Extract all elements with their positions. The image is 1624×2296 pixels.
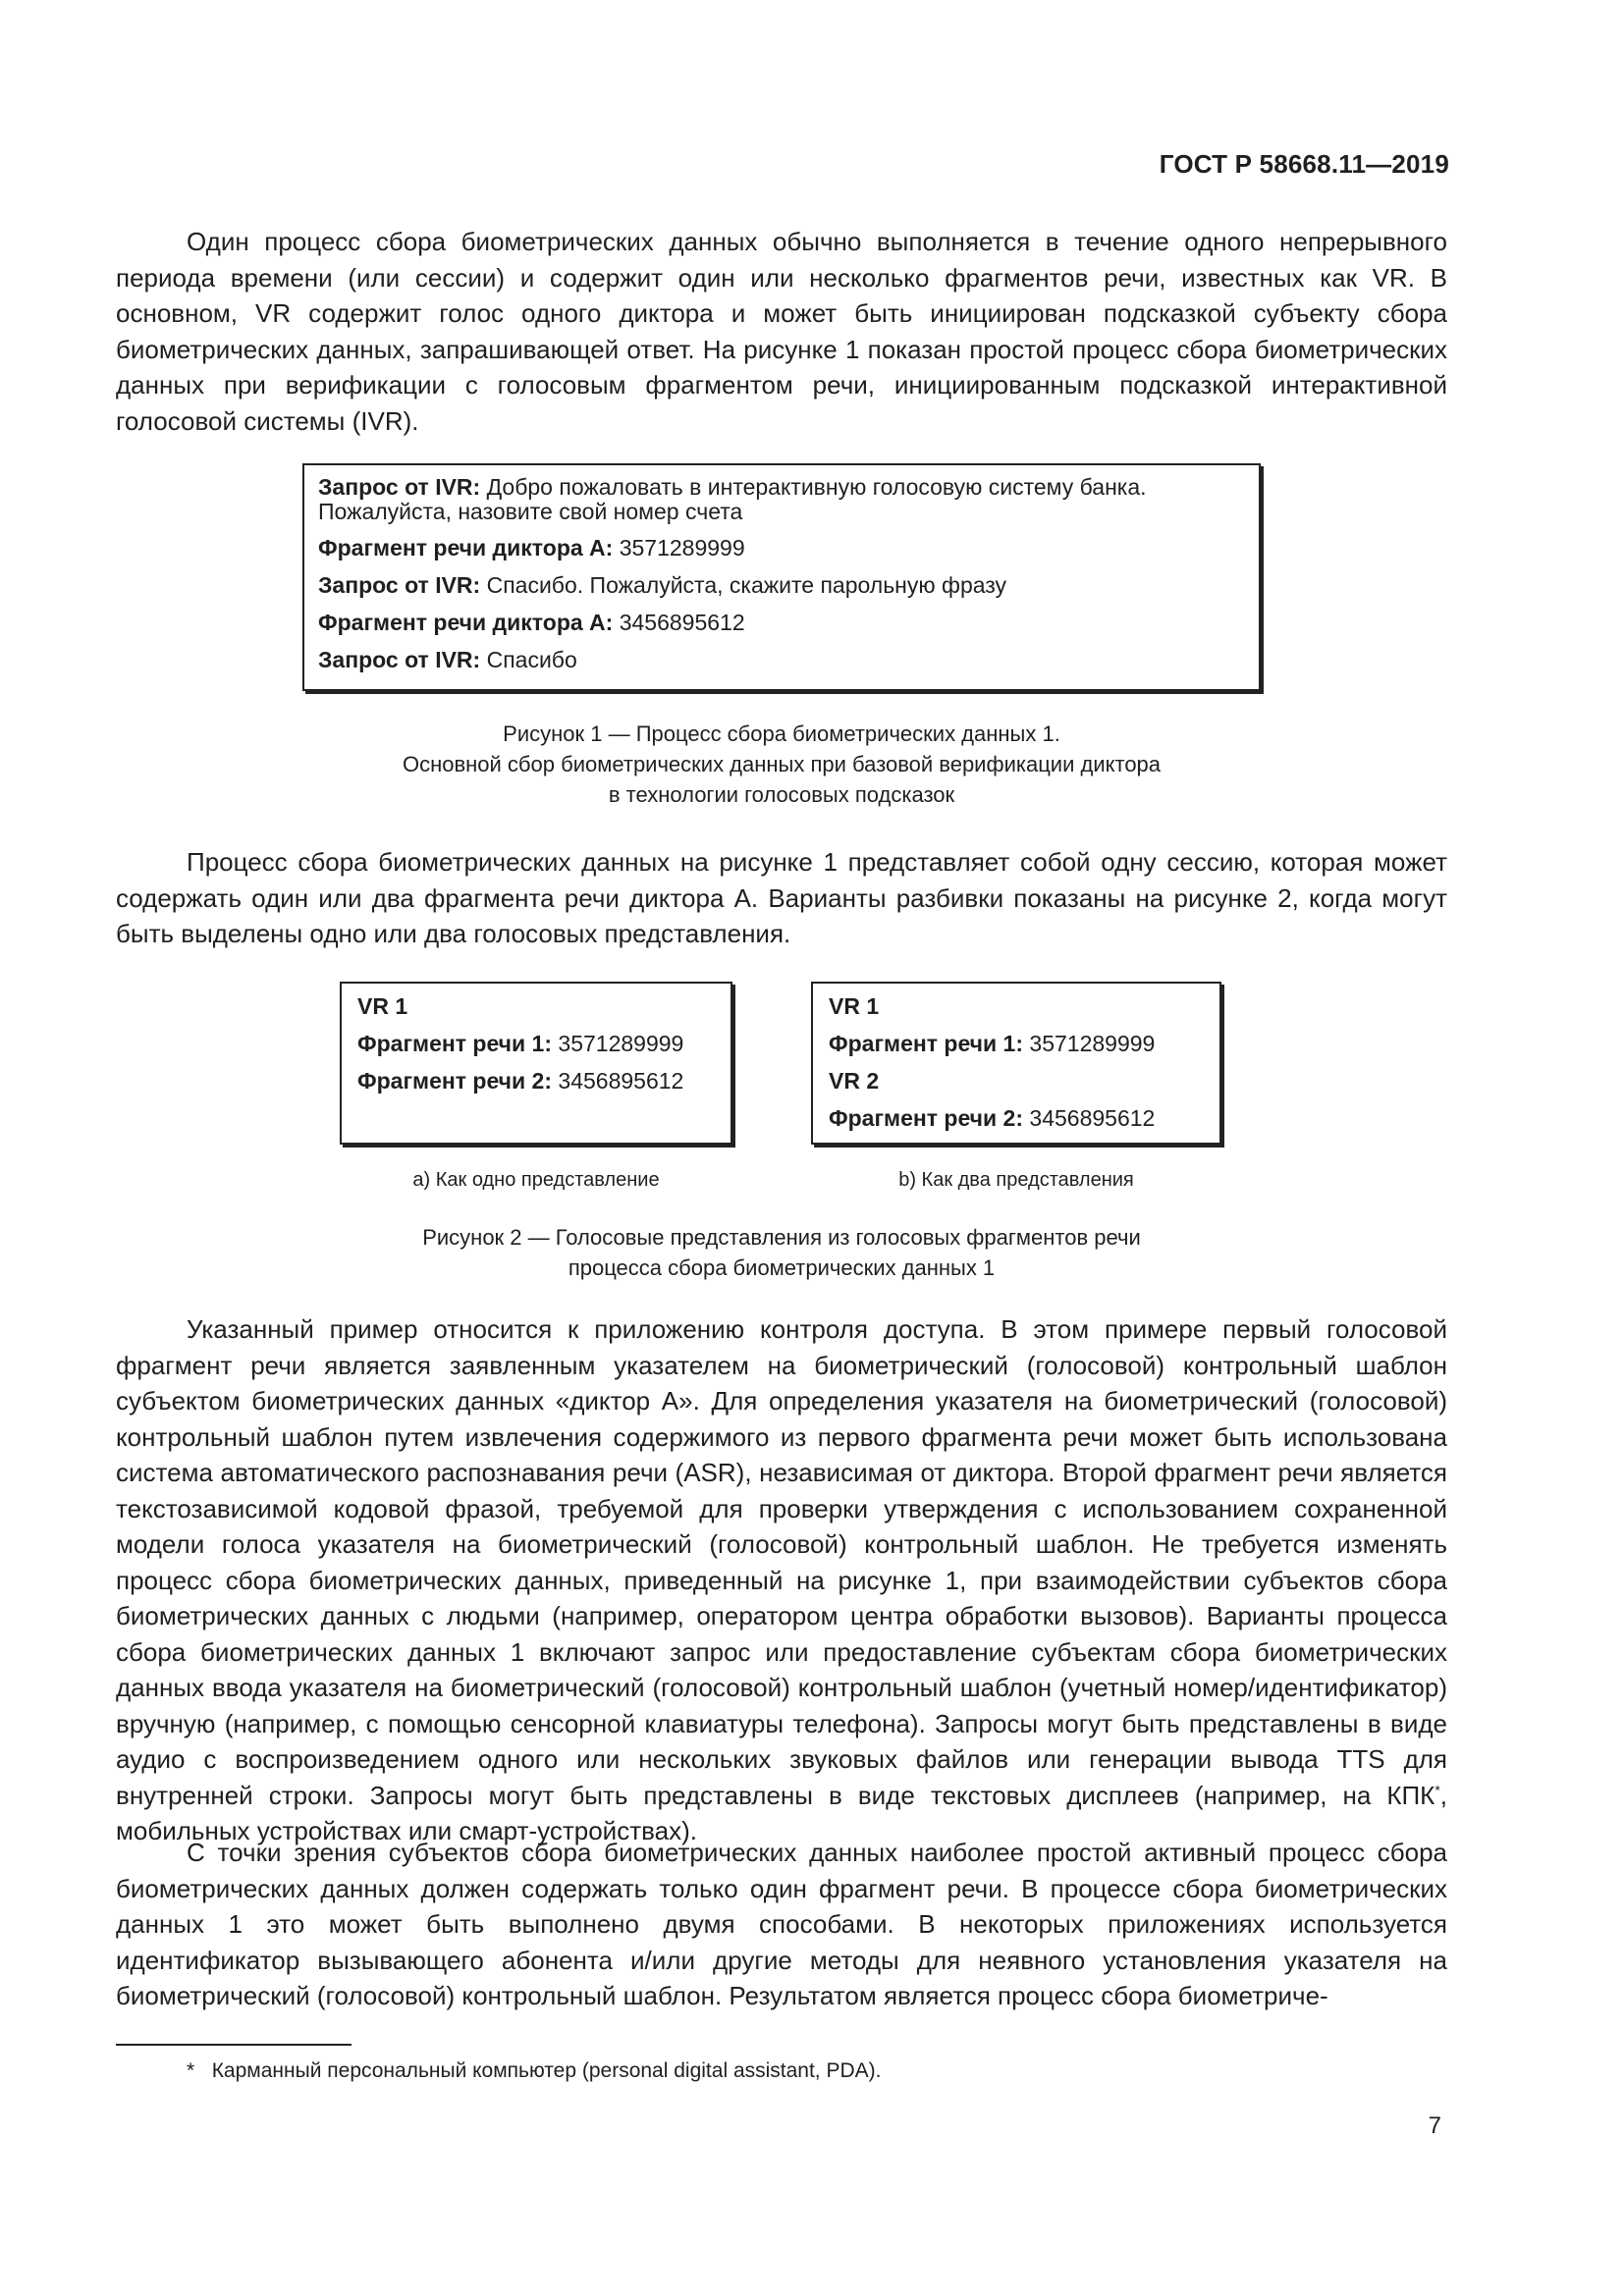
figure-2a-subcaption: а) Как одно представление [412,1169,660,1191]
dialog-line [318,573,1245,598]
vr-title: VR 1 [829,993,880,1019]
dialog-text: 3571289999 [613,535,745,561]
dialog-speaker-label: Фрагмент речи диктора А: [318,610,614,635]
fragment-value: 3571289999 [1023,1031,1156,1056]
fragment-line [829,1105,1206,1131]
fragment-label: Фрагмент речи 2: [357,1068,553,1094]
dialog-text: 3456895612 [613,610,745,635]
dialog-speaker-label: Запрос от IVR: [318,572,481,598]
footnote-text: Карманный персональный компьютер (personal digital assistant, PDA). [211,2059,882,2082]
paragraph-text: Указанный пример относится к приложению контроля доступа. В этом примере первый голосовой фрагмент речи является заявленным указателем на биометрический (голосовой) контрольный шаблон субъектом биометрических данных «диктор А». Для определения указателя на биометрический (голосовой) контрольный шаблон путем извлечения содержимого из первого фрагмента речи может быть использована система автоматического распознавания речи (ASR), независимая от диктора. Второй фрагмент речи является текстозависимой кодовой фразой, требуемой для проверки утверждения с использованием сохраненной модели голоса указателя на биометрический (голосовой) контрольный шаблон. Не требуется изменять процесс сбора биометрических данных, приведенный на рисунке 1, при взаимодействии субъектов сбора биометрических данных с людьми (например, оператором центра обработки вызовов). Варианты процесса сбора биометрических данных 1 включают запрос или предоставление субъектам сбора биометрических данных ввода указателя на биометрический (голосовой) контрольный шаблон (учетный номер/идентификатор) вручную (например, с помощью сенсорной клавиатуры телефона). Запросы могут быть представлены в виде аудио с воспроизведением одного или нескольких звуковых файлов или генерации вывода TTS для внутренней строки. Запросы могут быть представлены в виде текстовых дисплеев (например, на КПК [116,1314,1447,1810]
fragment-value: 3456895612 [552,1068,684,1094]
vr-title: VR 1 [357,993,408,1019]
caption-line: в технологии голосовых подсказок [608,782,955,807]
caption-line: Основной сбор биометрических данных при базовой верификации диктора [402,752,1162,776]
paragraph-intro: Один процесс сбора биометрических данных обычно выполняется в течение одного непрерывного периода времени (или сессии) и содержит один или несколько фрагментов речи, известных как VR. В основном, VR содержит голос одного диктора и может быть инициирован подсказкой субъекту сбора биометрических данных, запрашивающей ответ. На рисунке 1 показан простой процесс сбора биометрических данных при верификации с голосовым фрагментом речи, инициированным подсказкой интерактивной голосовой системы (IVR). [116,227,1447,436]
fragment-line [357,1068,717,1094]
dialog-speaker-label: Запрос от IVR: [318,647,481,672]
footnote-mark: * [187,2059,195,2082]
figure-1-caption [116,719,1447,810]
figure-2-caption [116,1222,1447,1283]
fragment-line [829,1031,1206,1056]
fragment-label: Фрагмент речи 1: [357,1031,553,1056]
dialog-text: Добро пожаловать в интерактивную голосовую систему банка. [480,474,1147,500]
fragment-value: 3571289999 [552,1031,684,1056]
footnote [187,2057,882,2085]
fragment-line [357,1031,717,1056]
dialog-line [318,500,1245,524]
footnote-divider [116,2044,352,2046]
caption-line: процесса сбора биометрических данных 1 [568,1255,996,1280]
dialog-line [318,536,1245,561]
paragraph-text-tail: , мобильных устройствах или смарт-устройствах). [116,1780,1447,1845]
fragment-value: 3456895612 [1023,1105,1156,1131]
figure-2a-box [340,982,732,1145]
page-number: 7 [1428,2112,1441,2139]
dialog-speaker-label: Фрагмент речи диктора А: [318,535,614,561]
dialog-speaker-label: Запрос от IVR: [318,474,481,500]
dialog-line [318,611,1245,635]
dialog-text: Пожалуйста, назовите свой номер счета [318,499,743,524]
dialog-line [318,475,1245,500]
dialog-text: Спасибо [480,647,577,672]
paragraph-simple-process: С точки зрения субъектов сбора биометрических данных наиболее простой активный процесс сбора биометрических данных должен содержать только один фрагмент речи. В процессе сбора биометрических данных 1 это может быть выполнено двумя способами. В некоторых приложениях используется идентификатор вызывающего абонента и/или другие методы для неявного установления указателя на биометрический (голосовой) контрольный шаблон. Результатом является процесс сбора биометриче- [116,1838,1447,2010]
vr-title: VR 2 [829,1068,880,1094]
document-code-header: ГОСТ Р 58668.11—2019 [1159,149,1449,179]
caption-line: Рисунок 2 — Голосовые представления из голосовых фрагментов речи [422,1225,1141,1250]
figure-2b-box [811,982,1221,1145]
paragraph-figure-2-intro: Процесс сбора биометрических данных на рисунке 1 представляет собой одну сессию, которая может содержать один или два фрагмента речи диктора А. Варианты разбивки показаны на рисунке 2, когда могут быть выделены одно или два голосовых представления. [116,847,1447,948]
fragment-label: Фрагмент речи 1: [829,1031,1024,1056]
fragment-label: Фрагмент речи 2: [829,1105,1024,1131]
footnote-reference[interactable]: * [1435,1781,1440,1797]
figure-2b-subcaption: b) Как два представления [898,1169,1134,1191]
dialog-line [318,648,1245,672]
dialog-text: Спасибо. Пожалуйста, скажите парольную фразу [480,572,1007,598]
caption-line: Рисунок 1 — Процесс сбора биометрических данных 1. [503,721,1060,746]
figure-1-dialog-box [302,463,1261,691]
paragraph-access-control [116,1311,1447,1849]
